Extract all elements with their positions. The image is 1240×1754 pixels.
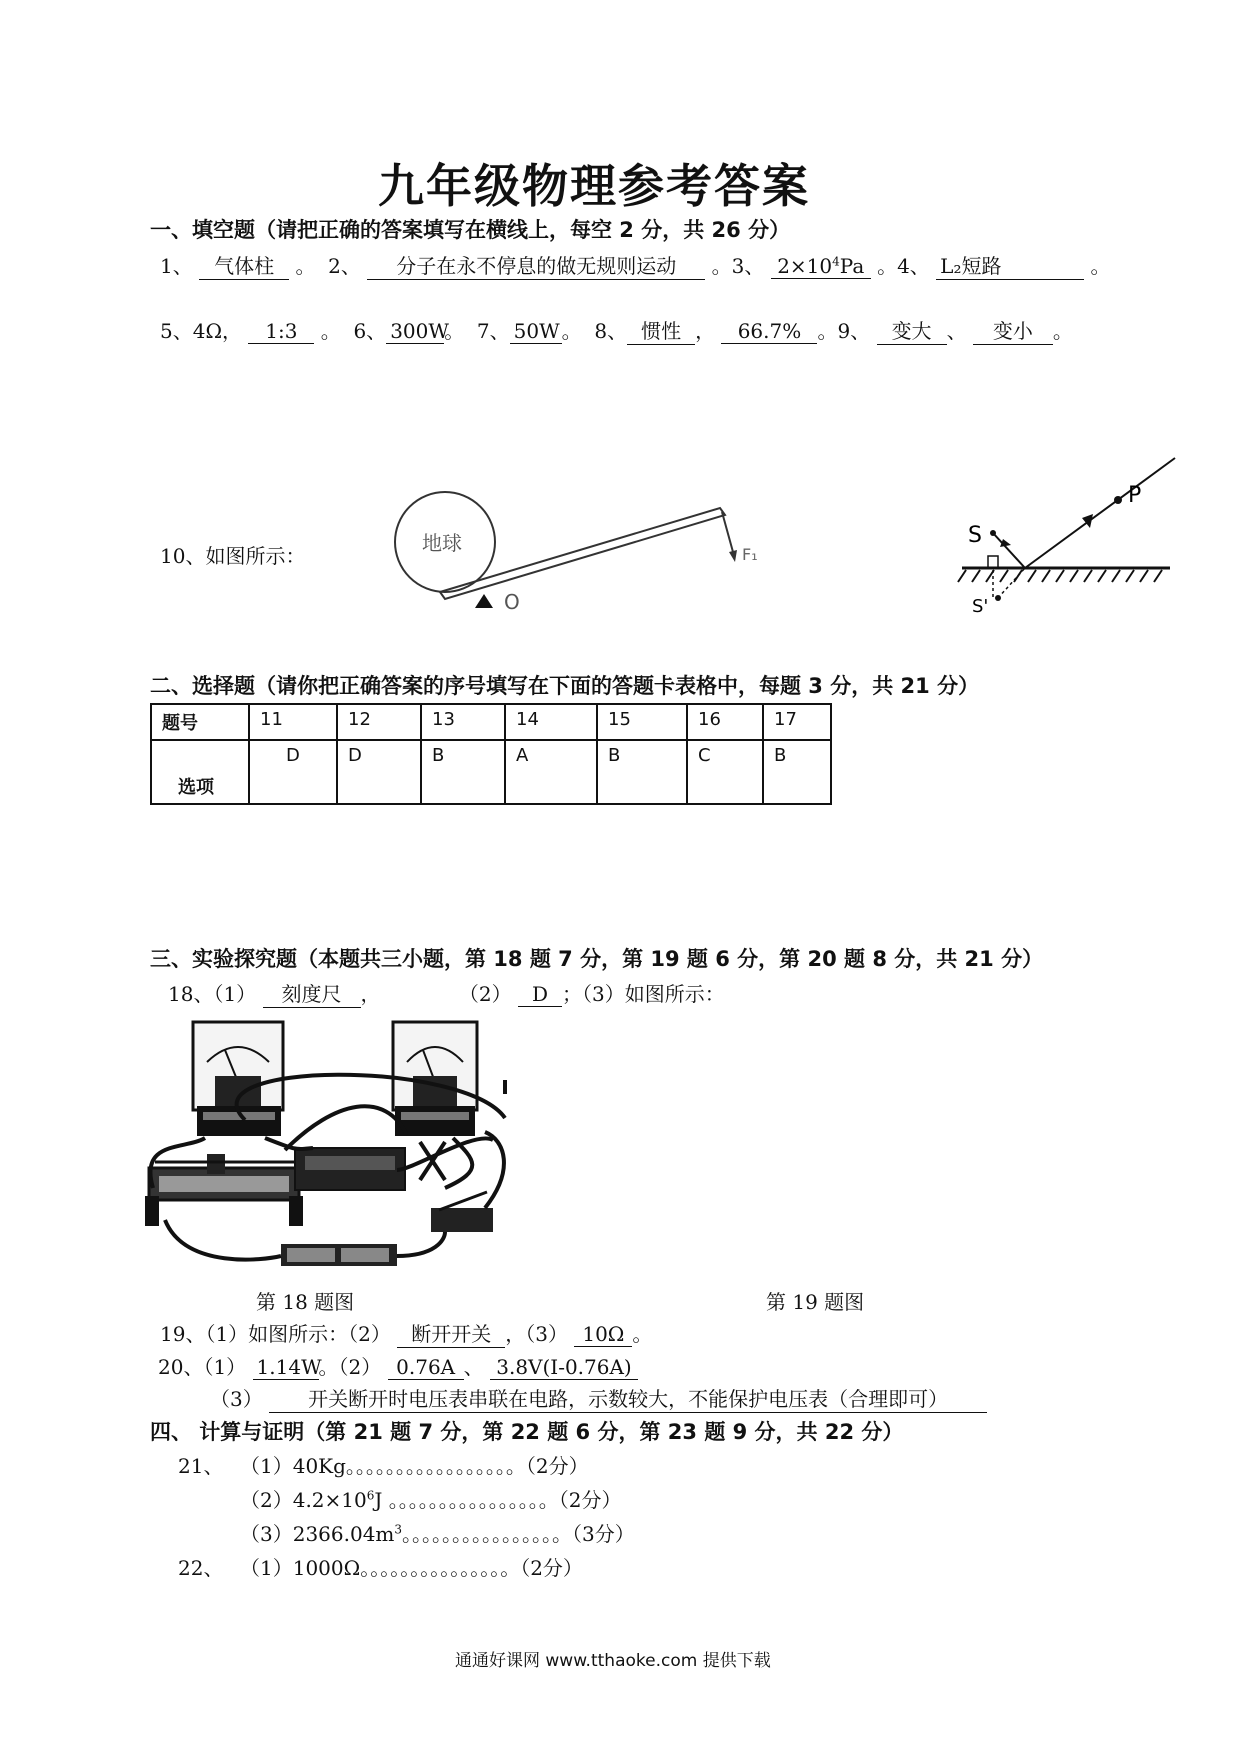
table-cell: 13	[421, 704, 505, 740]
table-row-numbers	[151, 704, 831, 740]
section-3-heading: 三、实验探究题（本题共三小题，第 18 题 7 分，第 19 题 6 分，第 20 题 8 分，共 21 分）	[150, 947, 1044, 971]
table-cell: 16	[687, 704, 763, 740]
q21-number: 21、	[178, 1454, 224, 1478]
answer-q8-1: 惯性	[627, 315, 695, 345]
mirror-figure	[950, 450, 1180, 620]
answer-q6: 300W	[386, 319, 444, 344]
answer-q20-2b: 3.8V(I-0.76A)	[490, 1355, 638, 1380]
table-header-option: 选项	[151, 740, 249, 804]
q18-line: 18、（1） 刻度尺 ， （2） D ；（3）如图所示：	[168, 978, 725, 1008]
force-arrowhead	[729, 550, 737, 562]
answer-q20-3: 开关断开时电压表串联在电路，示数较大，不能保护电压表（合理即可）	[269, 1383, 987, 1413]
section-2-heading: 二、选择题（请你把正确答案的序号填写在下面的答题卡表格中，每题 3 分，共 21 分）	[150, 674, 980, 698]
answer-q1: 气体柱	[199, 250, 289, 280]
force-line	[722, 512, 733, 552]
point-s-image-label: S'	[972, 596, 989, 617]
answer-q18-1: 刻度尺	[263, 978, 361, 1008]
answer-q3: $2\times 10^4Pa$	[771, 254, 871, 279]
q22-number: 22、	[178, 1556, 224, 1580]
caption-fig18: 第 18 题图	[256, 1290, 355, 1314]
lamp-image	[295, 1148, 405, 1190]
answer-q20-1: 1.14W	[253, 1355, 319, 1380]
force-label: F₁	[742, 545, 758, 564]
answer-line-1: 1、 气体柱 。 2、 分子在永不停息的做无规则运动 。3、 $2\times 10^4Pa$ 。4、 L₂短路 。	[160, 250, 1111, 280]
switch-image	[431, 1192, 493, 1232]
reflected-ray	[1025, 458, 1175, 568]
table-cell: B	[763, 740, 831, 804]
page-title: 九年级物理参考答案	[378, 159, 810, 213]
ammeter-image	[193, 1022, 283, 1136]
table-cell: 14	[505, 704, 597, 740]
table-header-number: 题号	[151, 704, 249, 740]
incident-arrow	[1000, 539, 1011, 547]
answer-q19-2: 断开开关	[397, 1318, 505, 1348]
q10-label: 10、如图所示：	[160, 544, 306, 568]
answer-q9-2: 变小	[973, 315, 1053, 345]
circuit-figure	[145, 1020, 585, 1270]
mark	[503, 1080, 507, 1094]
point-s-image	[995, 595, 1001, 601]
table-cell: A	[505, 740, 597, 804]
answer-q20-2a: 0.76A	[388, 1355, 464, 1380]
answer-q4: L₂短路	[936, 250, 1084, 280]
lever-figure	[390, 470, 810, 610]
table-row-answers	[151, 740, 831, 804]
footer-text: 通通好课网 www.tthaoke.com 提供下载	[455, 1651, 771, 1671]
table-cell: D	[249, 740, 337, 804]
pivot-triangle	[475, 594, 493, 608]
table-cell: 11	[249, 704, 337, 740]
point-p	[1114, 496, 1122, 504]
q22-answer-1: （1）1000Ω。。。。。。。。。。。。。。。（2分）	[240, 1556, 583, 1580]
q21-answer-2: $(2)4.2\times 10^6J$ 。。。。。。。。。。。。。。。。（2分）	[240, 1488, 622, 1512]
rheostat-image	[145, 1154, 303, 1226]
answer-q5: 1:3	[248, 319, 314, 344]
point-p-label: P	[1128, 483, 1142, 508]
answer-table	[150, 703, 832, 805]
section-4-heading: 四、 计算与证明（第 21 题 7 分，第 22 题 6 分，第 23 题 9 分，共 22 分）	[150, 1420, 904, 1444]
answer-q19-3: 10Ω	[574, 1322, 632, 1347]
table-cell: C	[687, 740, 763, 804]
q19-line: 19、（1）如图所示：（2） 断开开关 ，（3） 10Ω 。	[160, 1318, 652, 1348]
table-cell: D	[337, 740, 421, 804]
answer-q8-2: 66.7%	[721, 319, 817, 344]
battery-image	[281, 1244, 397, 1266]
q20-line-1: 20、（1） 1.14W。（2） 0.76A 、 3.8V(I-0.76A)	[158, 1351, 638, 1380]
mirror-hatching	[958, 570, 1162, 582]
table-cell: 17	[763, 704, 831, 740]
table-cell: 15	[597, 704, 687, 740]
answer-q7: 50W	[510, 319, 562, 344]
table-cell: B	[421, 740, 505, 804]
answer-line-2: 5、4Ω， 1:3 。 6、 300W。 7、 50W。 8、 惯性 ， 66.7% 。9、 变大 、 变小 。	[160, 315, 1073, 345]
pivot-label: O	[504, 590, 520, 610]
earth-label: 地球	[422, 531, 462, 555]
point-s-label: S	[968, 523, 982, 548]
answer-q2: 分子在永不停息的做无规则运动	[367, 250, 705, 280]
answer-q9-1: 变大	[877, 315, 947, 345]
lever-bar	[440, 508, 725, 599]
q21-answer-1: （1）40Kg。。。。。。。。。。。。。。。。。（2分）	[240, 1454, 589, 1478]
table-cell: B	[597, 740, 687, 804]
table-cell: 12	[337, 704, 421, 740]
right-angle-mark	[988, 556, 998, 568]
caption-fig19: 第 19 题图	[766, 1290, 865, 1314]
section-1-heading: 一、填空题（请把正确的答案填写在横线上，每空 2 分，共 26 分）	[150, 218, 791, 242]
q20-line-2: （3） 开关断开时电压表串联在电路，示数较大，不能保护电压表（合理即可）	[210, 1383, 987, 1413]
answer-q18-2: D	[518, 982, 562, 1007]
q21-answer-3: $(3)2366.04m^3$。。。。。。。。。。。。。。。。（3分）	[240, 1522, 635, 1546]
